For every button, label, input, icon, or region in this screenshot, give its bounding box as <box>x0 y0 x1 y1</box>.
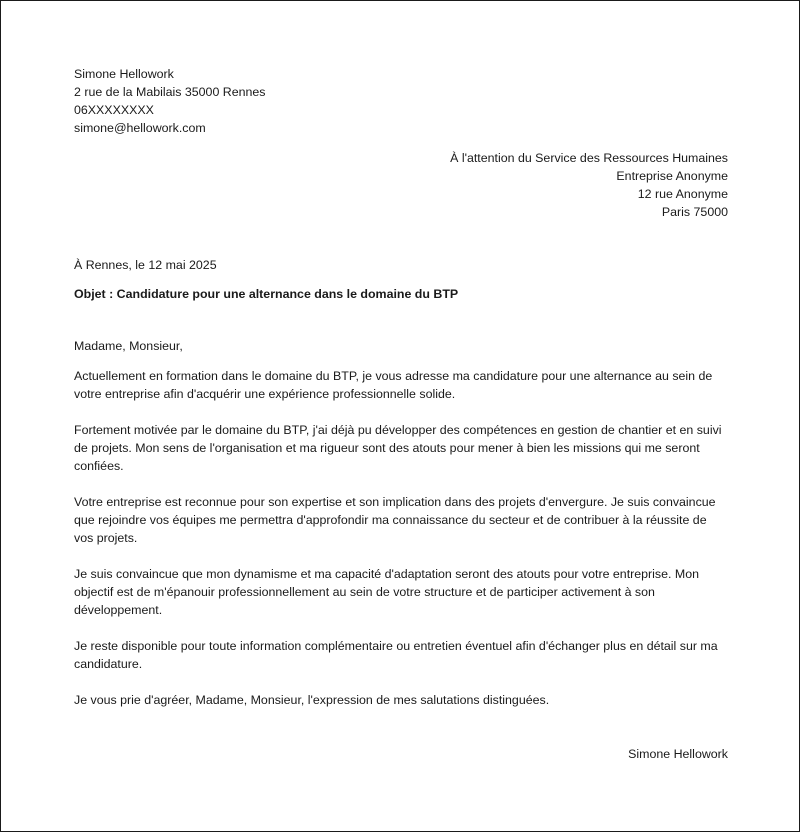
sender-email: simone@hellowork.com <box>74 121 206 135</box>
recipient-street: 12 rue Anonyme <box>637 187 728 201</box>
body-paragraph: Fortement motivée par le domaine du BTP, j'ai déjà pu développer des compétences en gestion de chantier et en suivi de projets. Mon sens de l'organisation et ma rigueur sont des atouts pour mener à bien les missions qui me seront confiées. <box>74 423 722 473</box>
body-paragraph: Je reste disponible pour toute information complémentaire ou entretien éventuel afin d'échanger plus en détail sur ma candidature. <box>74 639 718 671</box>
body-paragraph: Actuellement en formation dans le domaine du BTP, je vous adresse ma candidature pour une alternance au sein de votre entreprise afin d'acquérir une expérience professionnelle solide. <box>74 369 713 401</box>
sender-block <box>74 65 728 137</box>
signature: Simone Hellowork <box>628 747 728 761</box>
recipient-city: Paris 75000 <box>661 205 728 219</box>
closing-formula: Je vous prie d'agréer, Madame, Monsieur, l'expression de mes salutations distinguées. <box>74 693 550 707</box>
recipient-company: Entreprise Anonyme <box>616 169 728 183</box>
body-paragraph: Je suis convaincue que mon dynamisme et ma capacité d'adaptation seront des atouts pour votre entreprise. Mon objectif est de m'épanouir professionnellement au sein de votre structure et de participer activement à son développement. <box>74 567 700 617</box>
date-line: À Rennes, le 12 mai 2025 <box>74 258 217 272</box>
body-paragraph: Votre entreprise est reconnue pour son expertise et son implication dans des projets d'envergure. Je suis convaincue que rejoindre vos équipes me permettra d'approfondir ma connaissance du secteur et de contribuer à la réussite de vos projets. <box>74 495 716 545</box>
sender-address: 2 rue de la Mabilais 35000 Rennes <box>74 85 266 99</box>
sender-phone: 06XXXXXXXX <box>74 103 154 117</box>
letter-content <box>74 65 728 763</box>
sender-name: Simone Hellowork <box>74 67 174 81</box>
subject-line: Objet : Candidature pour une alternance dans le domaine du BTP <box>74 287 459 301</box>
salutation: Madame, Monsieur, <box>74 339 183 353</box>
recipient-block <box>74 149 728 221</box>
recipient-attention: À l'attention du Service des Ressources Humaines <box>450 151 728 165</box>
